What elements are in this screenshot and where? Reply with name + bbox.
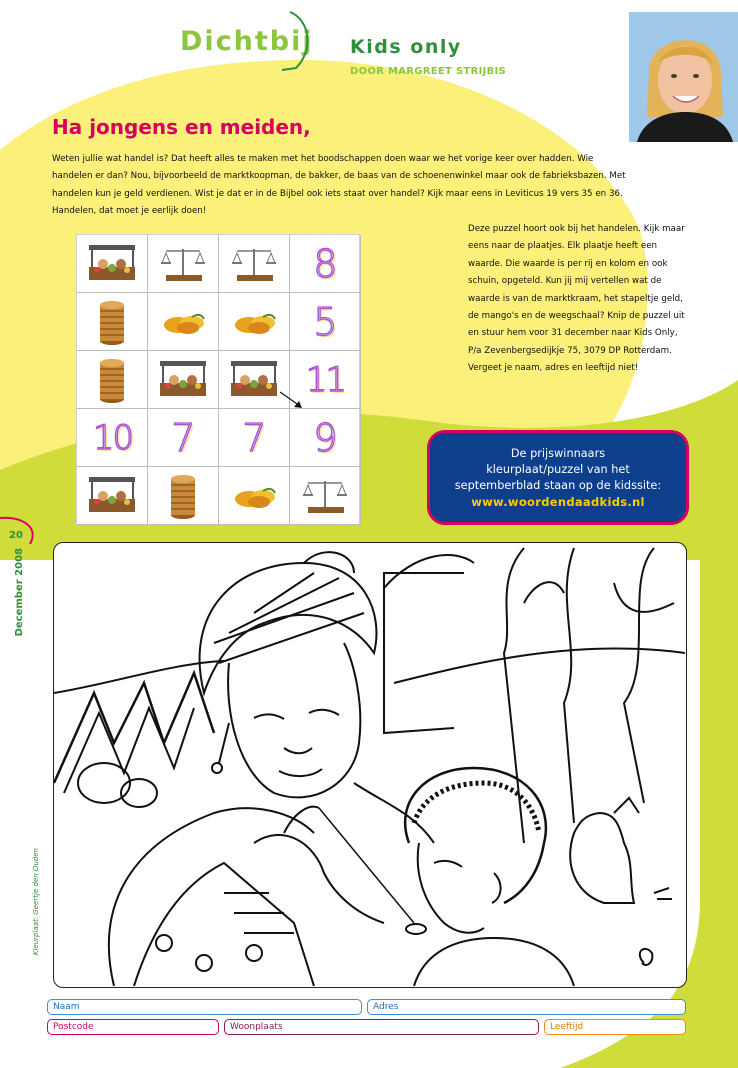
puzzle-number: 10 bbox=[92, 418, 133, 458]
puzzle-number: 8 bbox=[313, 242, 338, 286]
puzzle-number: 11 bbox=[305, 360, 346, 400]
author-photo bbox=[629, 12, 738, 142]
puzzle-number: 7 bbox=[242, 416, 267, 460]
page-number: 20 bbox=[9, 530, 23, 541]
mango-icon bbox=[148, 293, 219, 351]
prize-line-1: De prijswinnaars bbox=[510, 447, 606, 460]
puzzle-cell bbox=[290, 467, 361, 525]
puzzle-cell bbox=[77, 351, 148, 409]
puzzle-cell bbox=[148, 351, 219, 409]
mango-icon bbox=[219, 467, 290, 525]
puzzle-cell bbox=[148, 293, 219, 351]
mango-icon bbox=[219, 293, 290, 351]
puzzle-cell bbox=[77, 293, 148, 351]
puzzle-cell bbox=[148, 467, 219, 525]
page-subtitle: Kids only bbox=[350, 36, 462, 58]
coin-stack-icon bbox=[77, 293, 148, 351]
header-arc-decoration bbox=[280, 10, 330, 74]
picture-puzzle-grid bbox=[76, 234, 360, 525]
intro-paragraph: Weten jullie wat handel is? Dat heeft alles te maken met het boodschappen doen waar we het vorige keer over hadden. Wie handelen er dan? Nou, bijvoorbeeld de marktkoopman, de bakker, de baas van de schoenenwinkel maar ook de fabrieksbazen. Met handelen kun je geld verdienen. Wist je dat er in de Bijbel ook iets staat over handel? Kijk maar eens in Leviticus 19 vers 35 en 36. Handelen, dat moet je eerlijk doen! bbox=[52, 154, 626, 216]
market-stall-icon bbox=[148, 351, 219, 409]
puzzle-cell bbox=[77, 467, 148, 525]
lime-blob-bottom bbox=[0, 560, 60, 1068]
section-title: Dichtbij bbox=[180, 26, 314, 57]
puzzle-cell bbox=[148, 409, 219, 467]
puzzle-number: 7 bbox=[171, 416, 196, 460]
age-field[interactable]: Leeftijd bbox=[544, 1019, 686, 1035]
scale-icon bbox=[219, 235, 290, 293]
puzzle-cell bbox=[290, 409, 361, 467]
scale-icon bbox=[290, 467, 361, 525]
puzzle-cell bbox=[219, 235, 290, 293]
puzzle-cell bbox=[219, 409, 290, 467]
puzzle-cell bbox=[290, 293, 361, 351]
mother-feeding-child-line-art bbox=[54, 543, 685, 986]
puzzle-cell bbox=[77, 235, 148, 293]
portrait-illustration bbox=[629, 12, 738, 142]
puzzle-instructions: Deze puzzel hoort ook bij het handelen. Kijk maar eens naar de plaatjes. Elk plaatje heeft een waarde. Die waarde is per rij en kolom en ook schuin, opgeteld. Kun jij mij vertellen wat de waarde is van de marktkraam, het stapeltje geld, de mango's en de weegschaal? Knip de puzzel uit en stuur hem voor 31 december naar Kids Only, P/a Zevenbergsedijkje 75, 3079 DP Rotterdam. Vergeet je naam, adres en leeftijd niet! bbox=[468, 224, 685, 374]
puzzle-cell bbox=[219, 293, 290, 351]
puzzle-cell bbox=[77, 409, 148, 467]
market-stall-icon bbox=[77, 235, 148, 293]
address-field[interactable]: Adres bbox=[367, 999, 686, 1015]
coin-stack-icon bbox=[148, 467, 219, 525]
puzzle-cell bbox=[219, 467, 290, 525]
puzzle-cell bbox=[148, 235, 219, 293]
coin-stack-icon bbox=[77, 351, 148, 409]
prize-line-3: septemberblad staan op de kidssite: bbox=[454, 479, 662, 492]
issue-date: December 2008 bbox=[14, 548, 25, 637]
prize-line-2: kleurplaat/puzzel van het bbox=[486, 463, 630, 476]
puzzle-number: 5 bbox=[313, 300, 338, 344]
puzzle-number: 9 bbox=[313, 416, 338, 460]
coloring-picture bbox=[53, 542, 687, 988]
postcode-field[interactable]: Postcode bbox=[47, 1019, 219, 1035]
illustration-credit: Kleurplaat: Geertje den Ouden bbox=[32, 848, 40, 956]
city-field[interactable]: Woonplaats bbox=[224, 1019, 539, 1035]
name-field[interactable]: Naam bbox=[47, 999, 362, 1015]
scale-icon bbox=[148, 235, 219, 293]
prize-winners-box bbox=[427, 430, 689, 525]
puzzle-cell bbox=[290, 235, 361, 293]
page-heading: Ha jongens en meiden, bbox=[52, 115, 311, 139]
author-byline: DOOR MARGREET STRIJBIS bbox=[350, 66, 507, 77]
market-stall-icon bbox=[77, 467, 148, 525]
diagonal-arrow-icon bbox=[278, 390, 306, 412]
kidssite-link[interactable]: www.woordendaadkids.nl bbox=[471, 495, 645, 509]
